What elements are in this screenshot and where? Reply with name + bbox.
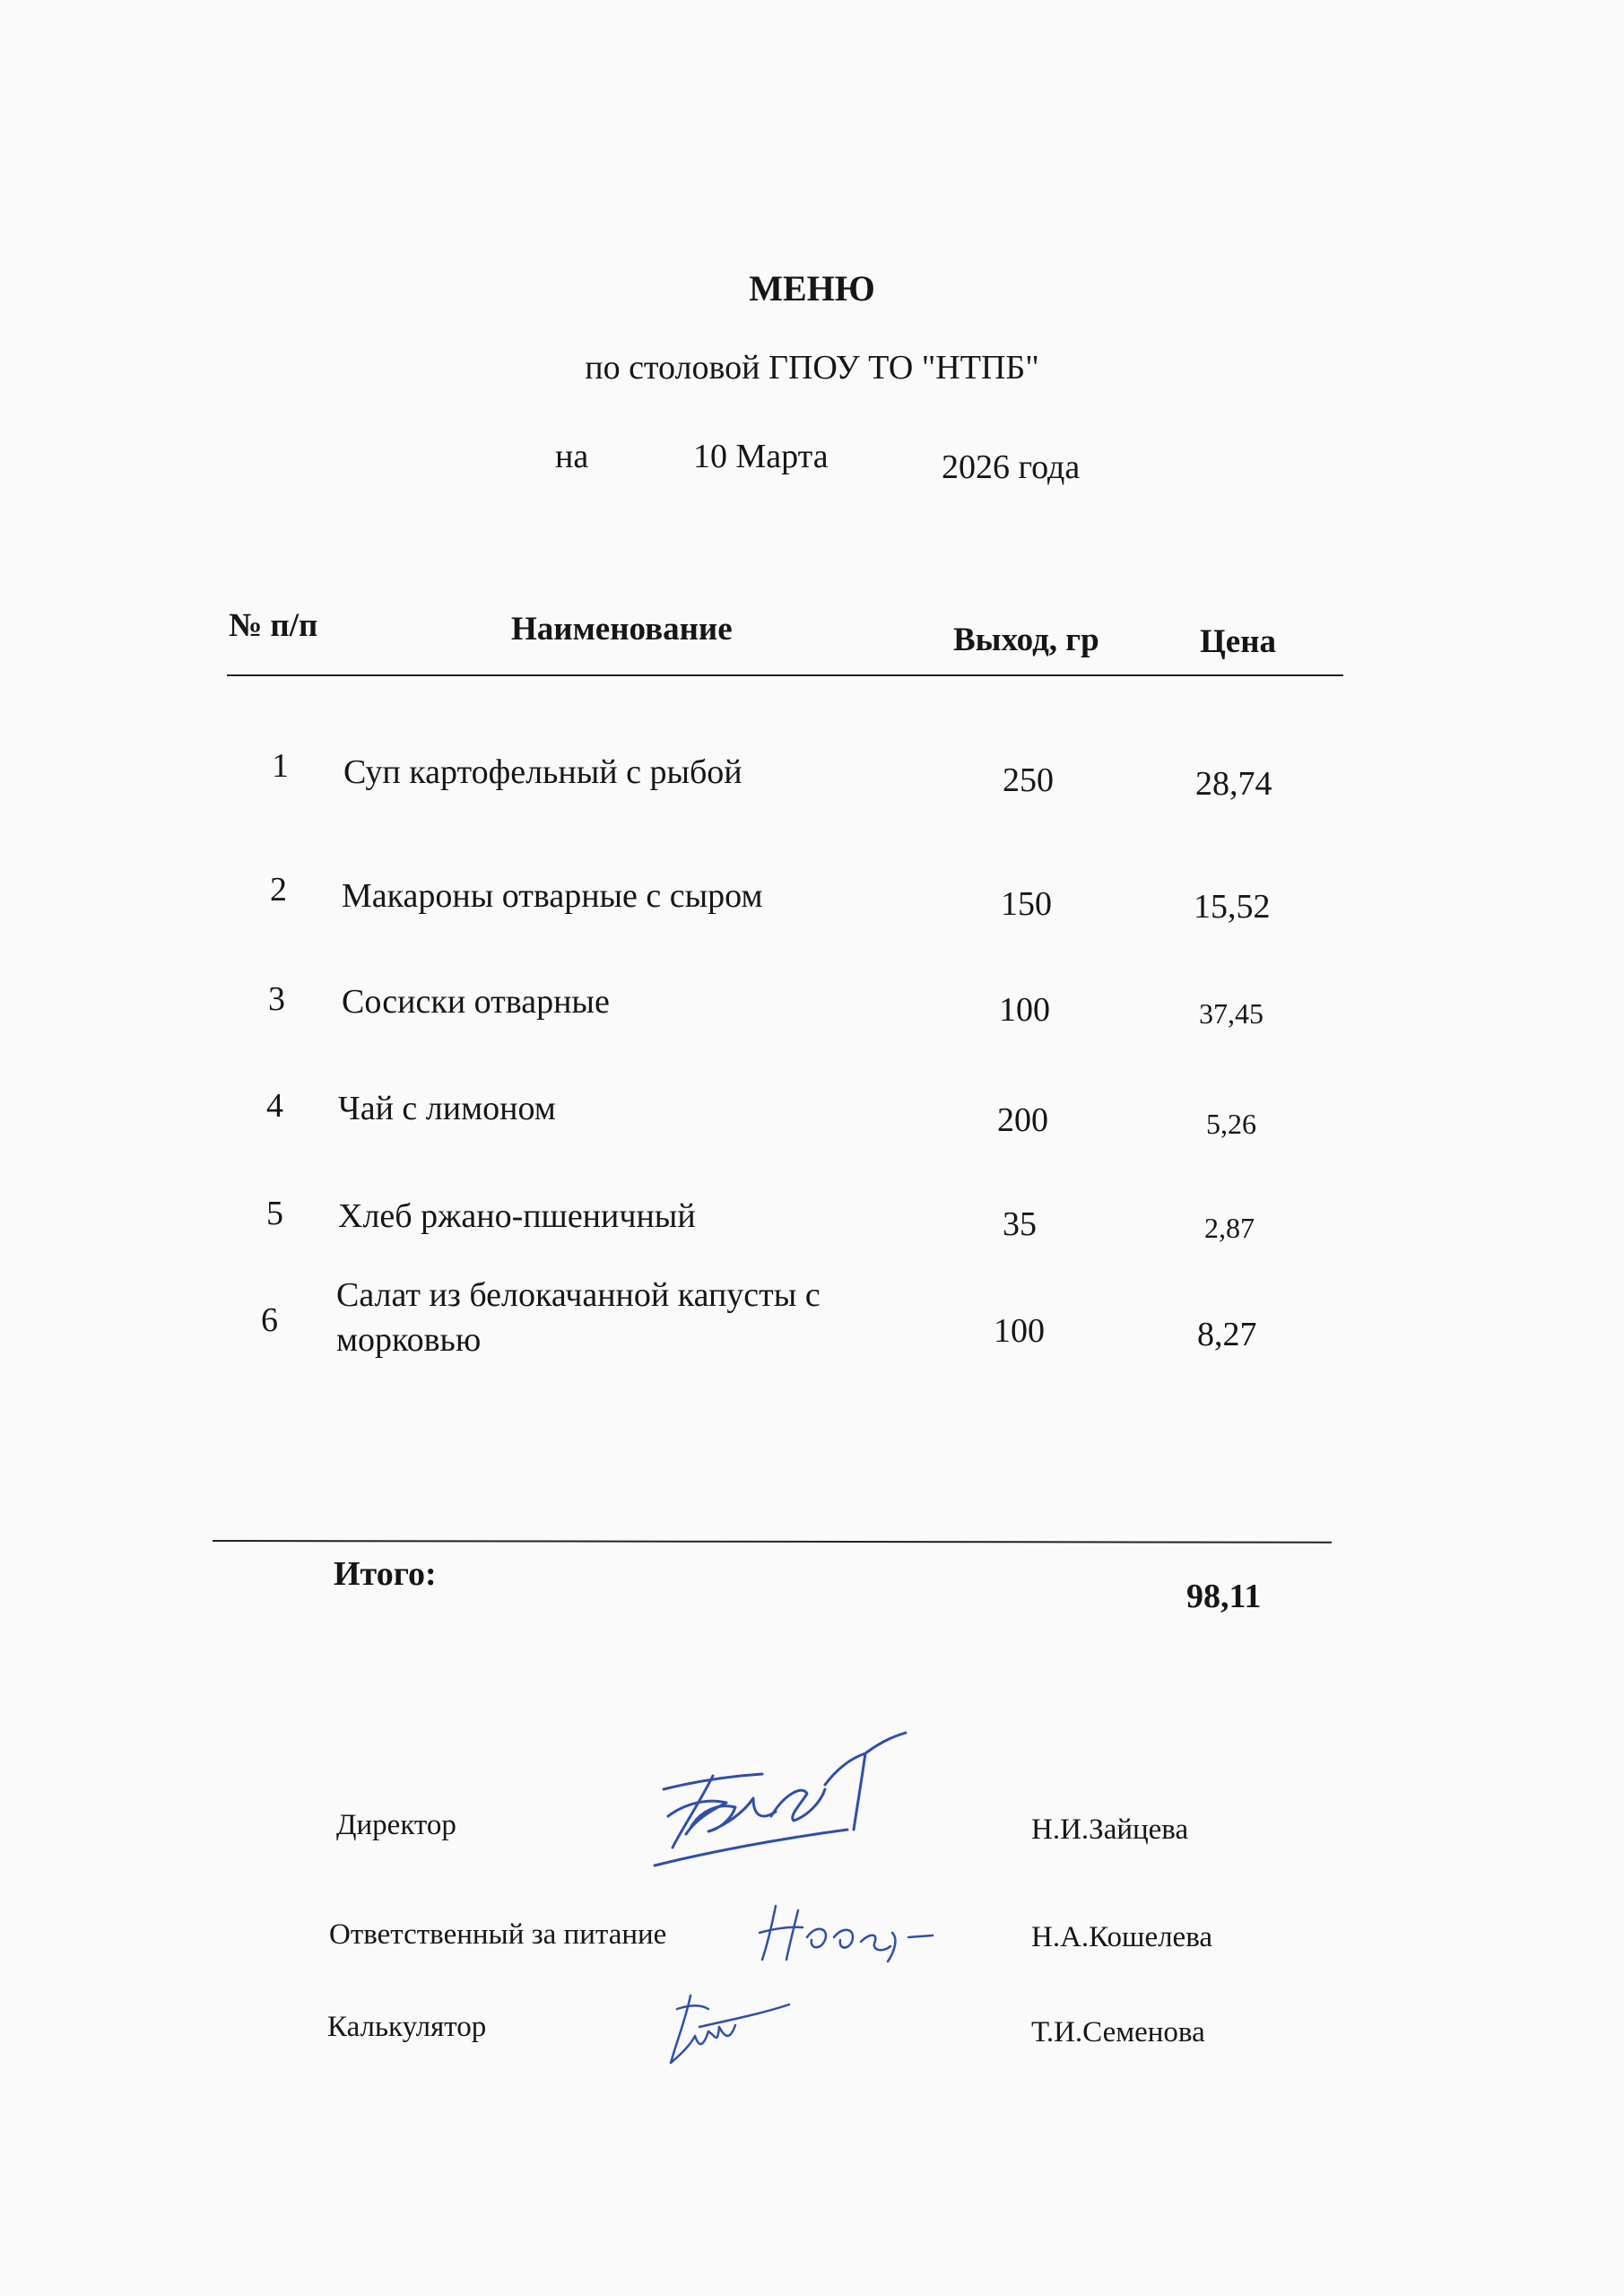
header-divider [227, 674, 1343, 676]
document-subtitle: по столовой ГПОУ ТО "НТПБ" [585, 349, 1039, 387]
responsible-signature-image [758, 1897, 937, 1969]
column-header-output: Выход, гр [953, 622, 1099, 658]
row-output: 250 [1003, 761, 1054, 799]
row-item-name: Сосиски отварные [342, 983, 610, 1021]
row-item-name: Суп картофельный с рыбой [343, 753, 743, 791]
date-day-month: 10 Марта [693, 438, 829, 475]
row-output: 200 [997, 1101, 1048, 1139]
row-price: 2,87 [1204, 1212, 1255, 1244]
row-item-name: Салат из белокачанной капусты с морковью [336, 1276, 821, 1359]
row-output: 35 [1003, 1205, 1037, 1243]
signature-role: Ответственный за питание [329, 1918, 667, 1951]
row-item-name: Хлеб ржано-пшеничный [338, 1197, 696, 1235]
row-price: 28,74 [1195, 765, 1272, 803]
calculator-signature-image [664, 1982, 798, 2072]
row-price: 15,52 [1194, 888, 1271, 926]
signature-role: Калькулятор [327, 2011, 487, 2043]
total-value: 98,11 [1186, 1578, 1262, 1615]
row-number: 6 [261, 1301, 278, 1339]
row-number: 5 [266, 1195, 283, 1232]
row-item-name: Чай с лимоном [338, 1090, 556, 1127]
signature-name: Т.И.Семенова [1031, 2016, 1205, 2048]
row-price: 37,45 [1199, 997, 1264, 1030]
row-output: 100 [994, 1312, 1045, 1350]
signature-name: Н.И.Зайцева [1031, 1813, 1189, 1846]
row-item-name: Макароны отварные с сыром [342, 877, 763, 915]
date-year: 2026 года [942, 448, 1081, 486]
row-output: 100 [999, 991, 1050, 1029]
document-title: МЕНЮ [749, 268, 875, 309]
director-signature-image [646, 1731, 933, 1910]
row-price: 5,26 [1206, 1108, 1256, 1140]
row-number: 1 [272, 747, 289, 785]
row-price: 8,27 [1197, 1316, 1257, 1353]
signature-name: Н.А.Кошелева [1031, 1921, 1212, 1953]
date-prefix: на [555, 438, 589, 475]
row-number: 2 [270, 871, 287, 909]
total-divider [213, 1540, 1332, 1544]
row-number: 3 [268, 980, 285, 1018]
signature-role: Директор [336, 1809, 456, 1841]
row-output: 150 [1001, 885, 1052, 923]
row-number: 4 [266, 1087, 283, 1125]
column-header-number: № п/п [229, 607, 318, 644]
column-header-price: Цена [1200, 623, 1277, 660]
column-header-name: Наименование [511, 611, 733, 648]
total-label: Итого: [334, 1555, 437, 1593]
